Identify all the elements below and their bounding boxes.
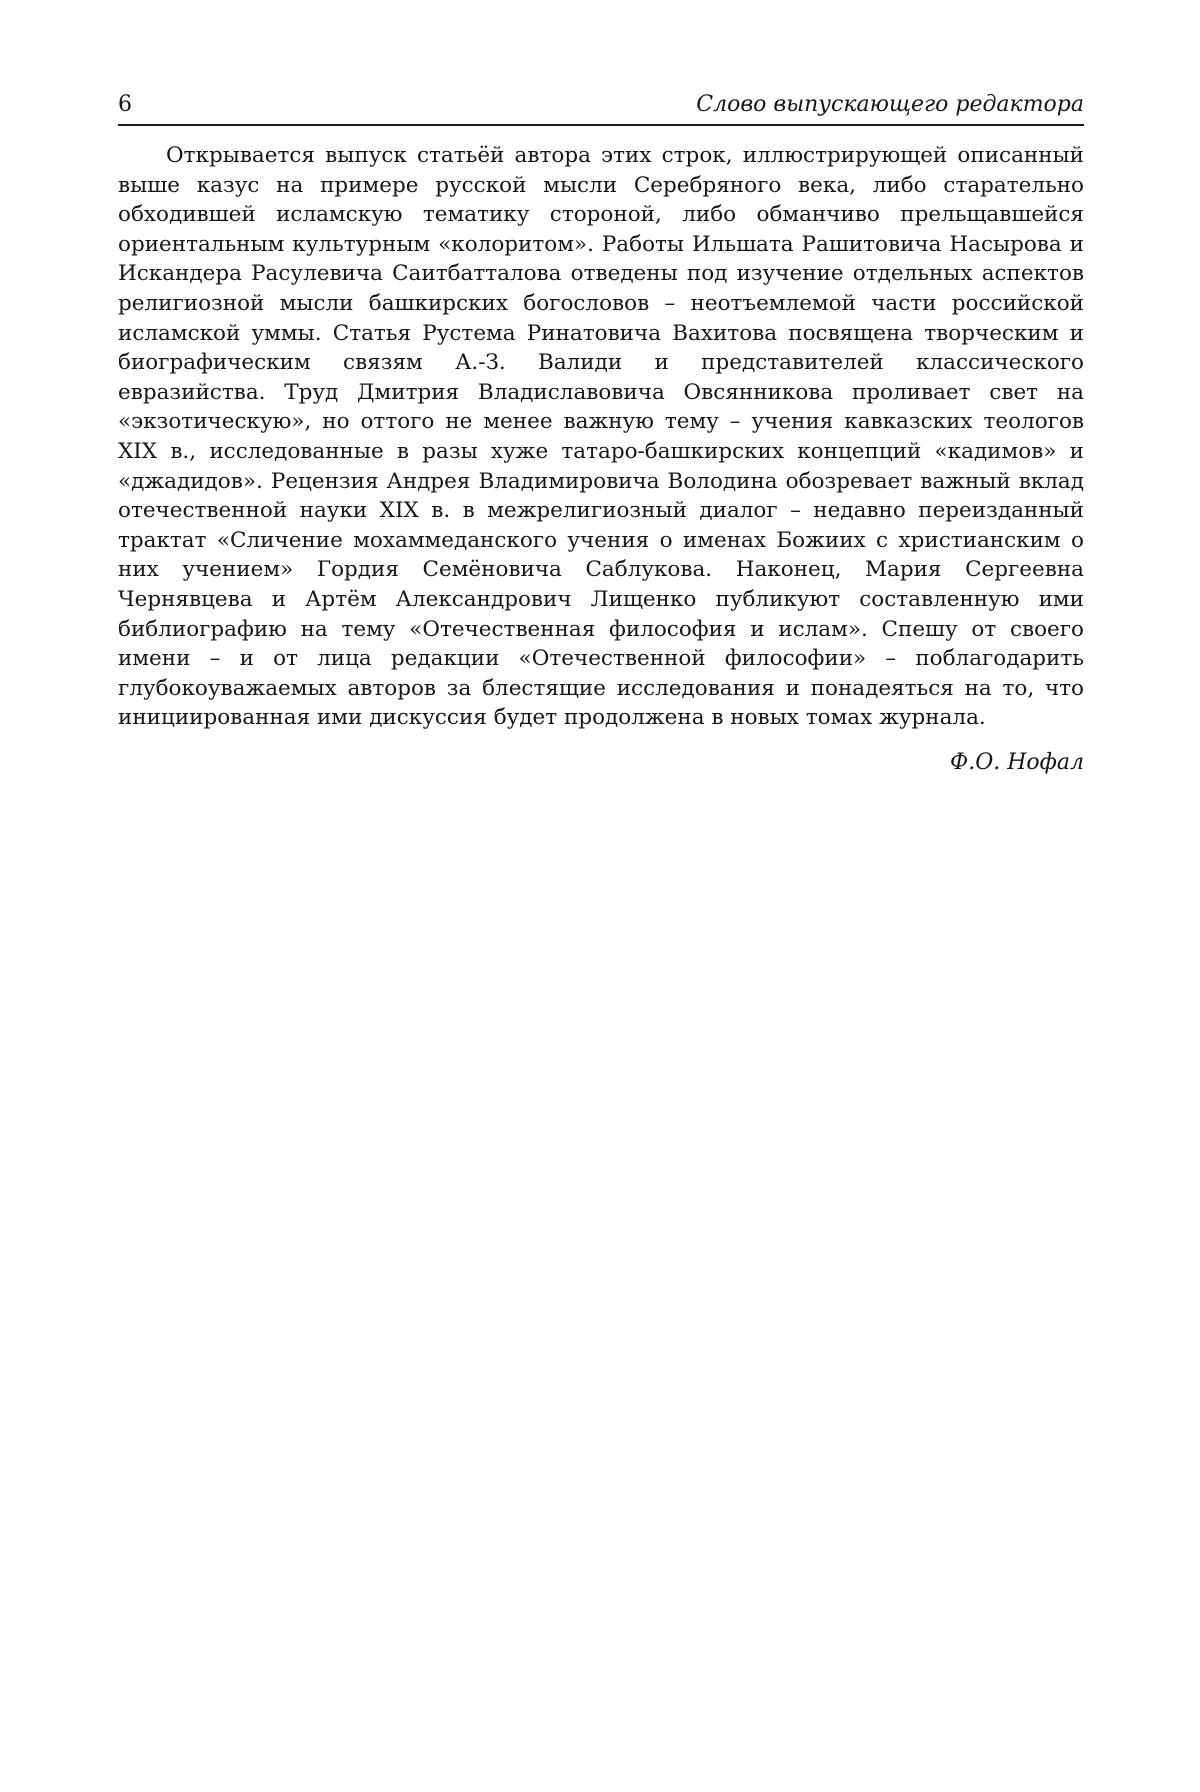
running-head bbox=[118, 90, 1084, 126]
author-signature: Ф.О. Нофал bbox=[949, 750, 1084, 775]
running-head-title: Слово выпускающего редактора bbox=[696, 92, 1084, 117]
body-paragraph: Открывается выпуск статьёй автора этих строк, иллюстрирующей описанный выше казус на примере русской мысли Серебряного века, либо старательно обходившей исламскую тематику стороной, либо обманчиво прельщавшейся ориентальным культурным «колоритом». Работы Ильшата Рашитовича Насырова и Искандера Расулевича Саитбатталова отведены под изучение отдельных аспектов религиозной мысли башкирских богословов – неотъемлемой части российской исламской уммы. Статья Рустема Ринатовича Вахитова посвящена творческим и биографическим связям А.-З. Валиди и представителей классического евразийства. Труд Дмитрия Владиславовича Овсянникова проливает свет на «экзотическую», но оттого не менее важную тему – учения кавказских теологов XIX в., исследованные в разы хуже татаро-башкирских концепций «кадимов» и «джадидов». Рецензия Андрея Владимировича Володина обозревает важный вклад отечественной науки XIX в. в межрелигиозный диалог – недавно переизданный трактат «Сличение мохаммеданского учения о именах Божиих с христианским о них учением» Гордия Семёновича Саблукова. Наконец, Мария Сергеевна Чернявцева и Артём Александрович Лищенко публикуют составленную ими библиографию на тему «Отечественная философия и ислам». Спешу от своего имени – и от лица редакции «Отечественной философии» – поблагодарить глубокоуважаемых авторов за блестящие исследования и понадеяться на то, что инициированная ими дискуссия будет продолжена в новых томах журнала. bbox=[118, 143, 1084, 731]
page-number: 6 bbox=[118, 92, 132, 117]
